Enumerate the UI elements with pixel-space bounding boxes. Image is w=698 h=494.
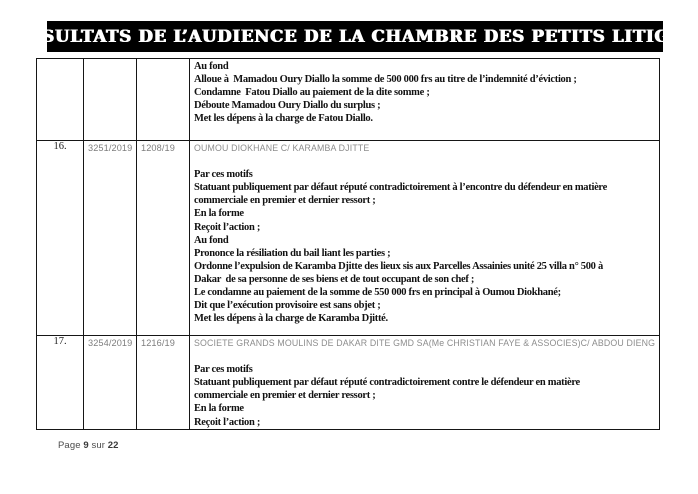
decision-line: Déboute Mamadou Oury Diallo du surplus ;	[194, 100, 381, 112]
rg-number-cell: 3251/2019	[84, 141, 137, 336]
decision-text-cell	[190, 59, 660, 141]
rg-number-cell	[84, 59, 137, 141]
case-index-cell: 17.	[37, 336, 84, 430]
results-table	[36, 58, 660, 430]
table-row	[37, 59, 660, 141]
decision-line: Au fond	[194, 61, 229, 72]
decision-text-cell	[190, 336, 660, 430]
decision-line: Reçoit l’action ;	[194, 416, 261, 428]
decision-line: Statuant publiquement par défaut réputé contradictoirement à l’encontre du défendeur en matière	[194, 182, 607, 194]
table-row	[37, 141, 660, 336]
decision-line: Dit que l’exécution provisoire est sans objet ;	[194, 300, 381, 312]
blank-line	[194, 155, 656, 168]
decision-line: Met les dépens à la charge de Fatou Diallo.	[194, 113, 373, 125]
footer-page-number: 9	[83, 440, 89, 451]
case-index-cell: 16.	[37, 141, 84, 336]
case-parties-line: OUMOU DIOKHANE C/ KARAMBA DJITTE	[194, 143, 370, 153]
decision-line: Par ces motifs	[194, 364, 253, 376]
decision-line: Condamne Fatou Diallo au paiement de la dite somme ;	[194, 87, 430, 99]
decision-line: Alloue à Mamadou Oury Diallo la somme de 500 000 frs au titre de l’indemnité d’éviction ;	[194, 74, 577, 86]
decision-text-cell	[190, 141, 660, 336]
page-footer	[58, 440, 119, 451]
decision-line: Prononce la résiliation du bail liant les parties ;	[194, 247, 391, 259]
decision-line: commerciale en premier et dernier ressort ;	[194, 195, 376, 207]
case-parties-line: SOCIETE GRANDS MOULINS DE DAKAR DITE GMD SA(Me CHRISTIAN FAYE & ASSOCIES)C/ ABDOU DIENG	[194, 338, 656, 348]
decision-line: Par ces motifs	[194, 169, 253, 181]
page-title-banner: RESULTATS DE L’AUDIENCE DE LA CHAMBRE DES PETITS LITIGES	[47, 21, 663, 52]
case-index-cell	[37, 59, 84, 141]
decision-line: Au fond	[194, 234, 229, 246]
decision-line: Met les dépens à la charge de Karamba Djitté.	[194, 313, 388, 325]
decision-line: En la forme	[194, 403, 244, 415]
blank-line	[194, 350, 656, 363]
results-table-body	[37, 59, 660, 430]
table-row	[37, 336, 660, 430]
decision-line: Reçoit l’action ;	[194, 221, 261, 233]
decision-line: Dakar de sa personne de ses biens et de tout occupant de son chef ;	[194, 273, 475, 285]
decision-line: Statuant publiquement par défaut réputé contradictoirement contre le défendeur en matière	[194, 377, 580, 389]
decision-line: Ordonne l’expulsion de Karamba Djitte des lieux sis aux Parcelles Assainies unité 25 villa n° 500 à	[194, 260, 603, 272]
decision-line: Le condamne au paiement de la somme de 550 000 frs en principal à Oumou Diokhané;	[194, 287, 561, 299]
case-number-cell: 1216/19	[137, 336, 190, 430]
case-number-cell	[137, 59, 190, 141]
footer-page-total: 22	[107, 440, 119, 451]
rg-number-cell: 3254/2019	[84, 336, 137, 430]
footer-label-sur: sur	[91, 440, 105, 451]
footer-label-page: Page	[58, 440, 81, 451]
decision-line: En la forme	[194, 208, 244, 220]
case-number-cell: 1208/19	[137, 141, 190, 336]
decision-line: commerciale en premier et dernier ressort ;	[194, 390, 376, 402]
